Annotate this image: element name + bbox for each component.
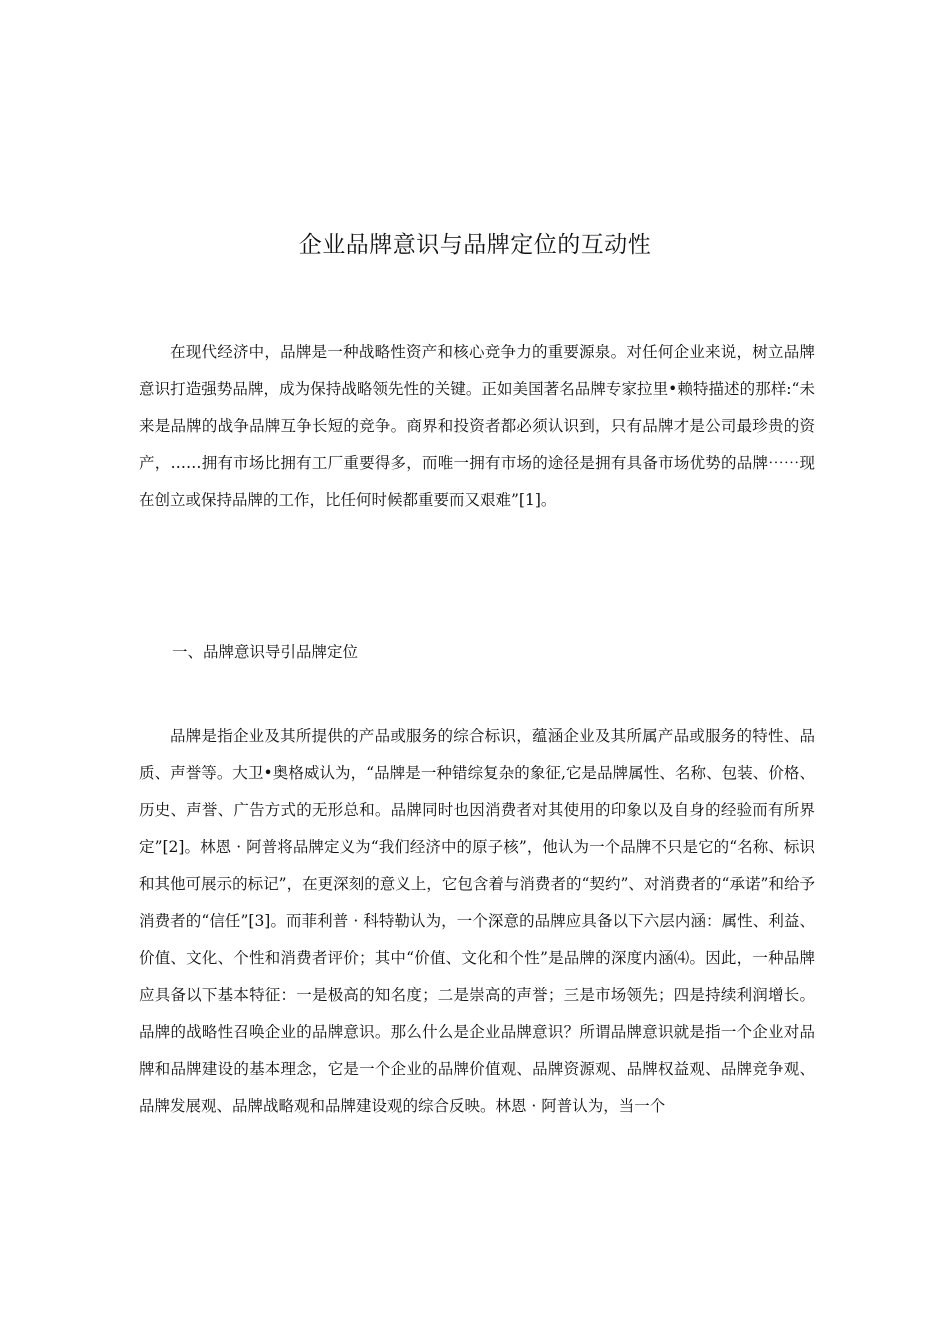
section-paragraph: 品牌是指企业及其所提供的产品或服务的综合标识，蕴涵企业及其所属产品或服务的特性、品质、声誉等。大卫•奥格威认为，“品牌是一种错综复杂的象征,它是品牌属性、名称、包装、价格、历史、声誉、广告方式的无形总和。品牌同时也因消费者对其使用的印象以及自身的经验而有所界定”[2]。林恩 · 阿普将品牌定义为“我们经济中的原子核”，他认为一个品牌不只是它的“名称、标识和其他可展示的标记”，在更深刻的意义上，它包含着与消费者的“契约”、对消费者的“承诺”和给予消费者的“信任”[3]。而菲利普 · 科特勒认为，一个深意的品牌应具备以下六层内涵：属性、利益、价值、文化、个性和消费者评价；其中“价值、文化和个性”是品牌的深度内涵⑷。因此，一种品牌应具备以下基本特征：一是极高的知名度；二是崇高的声誉；三是市场领先；四是持续利润增长。品牌的战略性召唤企业的品牌意识。那么什么是企业品牌意识？所谓品牌意识就是指一个企业对品牌和品牌建设的基本理念，它是一个企业的品牌价值观、品牌资源观、品牌权益观、品牌竞争观、品牌发展观、品牌战略观和品牌建设观的综合反映。林恩 · 阿普认为，当一个	[139, 727, 815, 1115]
intro-paragraph: 在现代经济中，品牌是一种战略性资产和核心竞争力的重要源泉。对任何企业来说，树立品牌意识打造强势品牌，成为保持战略领先性的关键。正如美国著名品牌专家拉里•赖特描述的那样:“未来是品牌的战争品牌互争长短的竞争。商界和投资者都必须认识到，只有品牌才是公司最珍贵的资产，……拥有市场比拥有工厂重要得多，而唯一拥有市场的途径是拥有具备市场优势的品牌⋯⋯现在创立或保持品牌的工作，比任何时候都重要而又艰难”[1]。	[139, 343, 815, 509]
document-title: 企业品牌意识与品牌定位的互动性	[298, 232, 652, 258]
section-heading: 一、品牌意识导引品牌定位	[172, 643, 359, 661]
